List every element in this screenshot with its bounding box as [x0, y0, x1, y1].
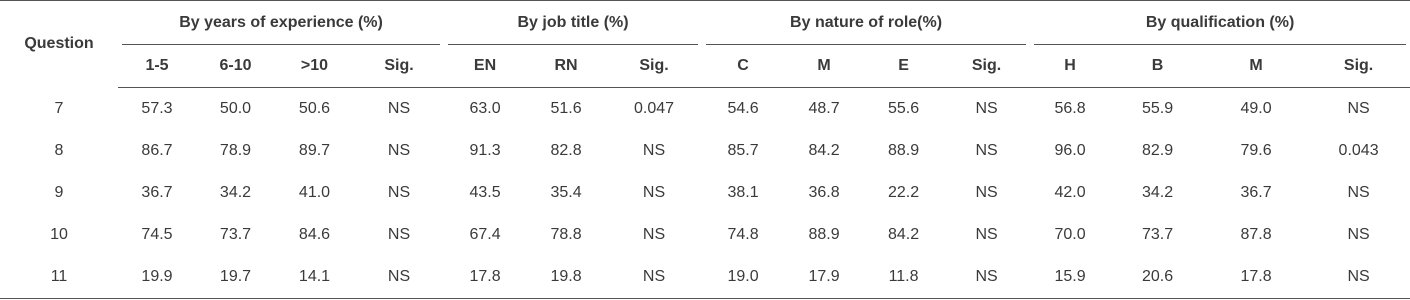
table-cell: 48.7: [808, 100, 840, 117]
table-cell: 36.7: [1240, 184, 1272, 201]
group-header-label: By job title (%): [517, 14, 629, 31]
column-header: H: [1030, 45, 1110, 88]
question-header: Question: [0, 1, 118, 88]
table-cell: NS: [642, 226, 666, 243]
question-number-cell: 9: [54, 184, 64, 201]
table-cell: 73.7: [1141, 226, 1174, 243]
table-cell: 96.0: [1054, 142, 1086, 159]
table-cell: 38.1: [727, 184, 759, 201]
table-cell: 19.0: [702, 256, 784, 299]
table-cell: 17.9: [784, 256, 864, 299]
column-header: B: [1110, 45, 1205, 88]
group-header-qualification: [1030, 1, 1410, 46]
table-cell: 17.8: [444, 256, 526, 299]
column-header: EN: [444, 45, 526, 88]
table-cell: 88.9: [808, 226, 840, 243]
group-header-row: [0, 1, 1410, 46]
table-cell: 84.2: [887, 226, 920, 243]
table-cell: NS: [642, 142, 666, 159]
table-cell: 86.7: [141, 142, 173, 159]
table-cell: 0.043: [1338, 142, 1379, 159]
question-number-cell: 10: [50, 226, 68, 243]
table-cell: 55.9: [1141, 100, 1174, 117]
table-cell: 74.8: [727, 226, 759, 243]
column-header: C: [702, 45, 784, 88]
table-cell: NS: [387, 100, 411, 117]
table-cell: 67.4: [469, 226, 501, 243]
table-cell: 19.8: [526, 256, 606, 299]
table-cell: 15.9: [1030, 256, 1110, 299]
table-cell: 79.6: [1240, 142, 1272, 159]
table-cell: 20.6: [1110, 256, 1205, 299]
table-cell: 82.9: [1141, 142, 1174, 159]
group-header-nature-of-role: [702, 1, 1030, 46]
table-cell: 19.9: [118, 256, 196, 299]
table-cell: NS: [1347, 100, 1370, 117]
table-cell: NS: [354, 256, 444, 299]
table-cell: 88.9: [887, 142, 920, 159]
table-cell: 17.8: [1205, 256, 1307, 299]
table-row: [0, 214, 1410, 256]
table-cell: 49.0: [1240, 100, 1272, 117]
table-cell: 91.3: [469, 142, 501, 159]
column-header: E: [864, 45, 943, 88]
table-cell: 74.5: [141, 226, 173, 243]
table-row: [0, 88, 1410, 131]
table-cell: 87.8: [1240, 226, 1272, 243]
table-cell: 0.047: [634, 100, 675, 117]
table-cell: 78.9: [219, 142, 252, 159]
table-cell: 70.0: [1054, 226, 1086, 243]
table-cell: 19.7: [196, 256, 275, 299]
table-cell: NS: [975, 142, 998, 159]
table-cell: 35.4: [550, 184, 582, 201]
table-cell: 56.8: [1054, 100, 1086, 117]
column-header-row: [0, 45, 1410, 88]
table-cell: 50.0: [219, 100, 252, 117]
table-row: [0, 172, 1410, 214]
group-header-label: By nature of role(%): [790, 14, 943, 31]
table-cell: 41.0: [298, 184, 331, 201]
column-header: Sig.: [354, 45, 444, 88]
table-cell: 78.8: [550, 226, 582, 243]
table-cell: 36.8: [808, 184, 840, 201]
table-cell: 22.2: [887, 184, 920, 201]
table-cell: NS: [606, 256, 702, 299]
table-cell: 14.1: [275, 256, 354, 299]
group-header-label: By qualification (%): [1145, 14, 1295, 31]
table-cell: NS: [1307, 256, 1410, 299]
table-cell: NS: [1347, 184, 1370, 201]
table-cell: NS: [975, 226, 998, 243]
column-header: Sig.: [1307, 45, 1410, 88]
table-cell: NS: [387, 142, 411, 159]
table-cell: 55.6: [887, 100, 920, 117]
table-cell: 82.8: [550, 142, 582, 159]
column-header: >10: [275, 45, 354, 88]
table-cell: 51.6: [550, 100, 582, 117]
column-header: 1-5: [118, 45, 196, 88]
table-cell: 85.7: [727, 142, 759, 159]
column-header: M: [1205, 45, 1307, 88]
table-cell: NS: [943, 256, 1030, 299]
question-number-cell: 8: [54, 142, 64, 159]
table-cell: 36.7: [141, 184, 173, 201]
table-cell: 84.2: [808, 142, 840, 159]
table-cell: NS: [642, 184, 666, 201]
table-cell: 54.6: [727, 100, 759, 117]
table-cell: 89.7: [298, 142, 331, 159]
column-header: RN: [526, 45, 606, 88]
table-cell: NS: [1347, 226, 1370, 243]
column-header: 6-10: [196, 45, 275, 88]
column-header: M: [784, 45, 864, 88]
table-cell: NS: [387, 184, 411, 201]
table-cell: 63.0: [469, 100, 501, 117]
table-cell: NS: [975, 184, 998, 201]
table-row: [0, 130, 1410, 172]
column-header: Sig.: [606, 45, 702, 88]
table-cell: 43.5: [469, 184, 501, 201]
table-cell: NS: [975, 100, 998, 117]
question-number-cell: 11: [0, 256, 118, 299]
table-cell: NS: [387, 226, 411, 243]
table-cell: 11.8: [864, 256, 943, 299]
group-header-label: By years of experience (%): [179, 14, 383, 31]
table-cell: 84.6: [298, 226, 331, 243]
group-header-job-title: [444, 1, 702, 46]
table-cell: 34.2: [1141, 184, 1174, 201]
table-row: [0, 256, 1410, 299]
group-header-experience: [118, 1, 444, 46]
question-number-cell: 7: [54, 99, 64, 117]
table-cell: 42.0: [1054, 184, 1086, 201]
column-header: Sig.: [943, 45, 1030, 88]
table-cell: 50.6: [298, 100, 331, 117]
table-cell: 57.3: [141, 100, 173, 117]
table-cell: 73.7: [219, 226, 252, 243]
table-cell: 34.2: [219, 184, 252, 201]
